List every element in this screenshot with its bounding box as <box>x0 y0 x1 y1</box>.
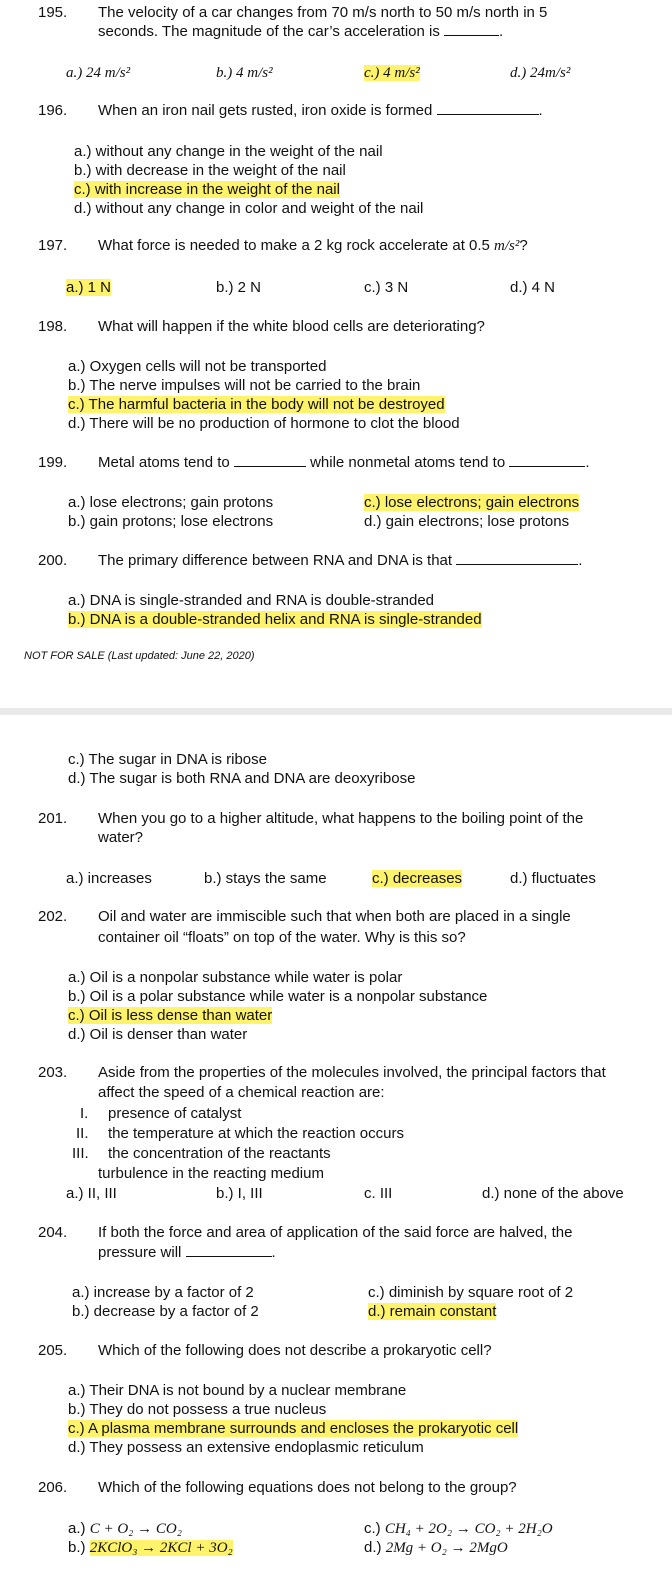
q195-number: 195. <box>38 4 68 21</box>
q202-option-b: b.) Oil is a polar substance while water is a nonpolar substance <box>68 988 488 1005</box>
q202-question-line2: container oil “floats” on top of the water. Why is this so? <box>98 929 466 946</box>
q206-question: Which of the following equations does not belong to the group? <box>98 1479 517 1496</box>
q203-factor-1: presence of catalyst <box>108 1105 242 1122</box>
q203-option-c: c. III <box>364 1185 393 1202</box>
q200-option-a: a.) DNA is single-stranded and RNA is double-stranded <box>68 592 435 609</box>
q206-number: 206. <box>38 1479 68 1496</box>
q202-number: 202. <box>38 908 68 925</box>
q200-question: The primary difference between RNA and DNA is that . <box>98 552 583 569</box>
q198-option-d: d.) There will be no production of hormone to clot the blood <box>68 415 460 432</box>
answer-blank <box>509 454 585 467</box>
q205-number: 205. <box>38 1342 68 1359</box>
q197-option-d: d.) 4 N <box>510 279 556 296</box>
q195-question-line2: seconds. The magnitude of the car’s acceleration is . <box>98 23 504 40</box>
q202-option-c: c.) Oil is less dense than water <box>68 1007 273 1024</box>
answer-blank <box>186 1244 272 1257</box>
q203-option-d: d.) none of the above <box>482 1185 624 1202</box>
q195-option-d: d.) 24m/s² <box>510 65 571 81</box>
q205-option-b: b.) They do not possess a true nucleus <box>68 1401 327 1418</box>
q203-number: 203. <box>38 1064 68 1081</box>
q197-question: What force is needed to make a 2 kg rock accelerate at 0.5 m/s²? <box>98 237 528 254</box>
q205-option-d: d.) They possess an extensive endoplasmic reticulum <box>68 1439 424 1456</box>
q199-question: Metal atoms tend to while nonmetal atoms tend to . <box>98 454 590 471</box>
q196-option-d: d.) without any change in color and weight of the nail <box>74 200 424 217</box>
page-divider <box>0 708 672 715</box>
q203-question-line2: affect the speed of a chemical reaction are: <box>98 1084 385 1101</box>
q202-question: Oil and water are immiscible such that when both are placed in a single <box>98 908 571 925</box>
q203-question: Aside from the properties of the molecules involved, the principal factors that <box>98 1064 606 1081</box>
q197-option-a: a.) 1 N <box>66 279 112 296</box>
q203-factor-3: the concentration of the reactants <box>108 1145 331 1162</box>
q199-number: 199. <box>38 454 68 471</box>
q201-question: When you go to a higher altitude, what happens to the boiling point of the <box>98 810 584 827</box>
q203-roman-3: III. <box>72 1145 89 1162</box>
q201-number: 201. <box>38 810 68 827</box>
q200-option-d: d.) The sugar is both RNA and DNA are deoxyribose <box>68 770 416 787</box>
answer-blank <box>456 552 578 565</box>
q201-question-line2: water? <box>98 829 144 846</box>
q204-option-d: d.) remain constant <box>368 1303 497 1320</box>
q196-question: When an iron nail gets rusted, iron oxide is formed . <box>98 102 543 119</box>
answer-blank <box>234 454 306 467</box>
q200-number: 200. <box>38 552 68 569</box>
q199-option-a: a.) lose electrons; gain protons <box>68 494 274 511</box>
q198-question: What will happen if the white blood cells are deteriorating? <box>98 318 485 335</box>
q203-roman-1: I. <box>80 1105 89 1122</box>
q204-option-c: c.) diminish by square root of 2 <box>368 1284 574 1301</box>
q203-option-b: b.) I, III <box>216 1185 263 1202</box>
q197-number: 197. <box>38 237 68 254</box>
q196-option-b: b.) with decrease in the weight of the nail <box>74 162 346 179</box>
q206-option-a: a.) C + O₂ → CO₂ <box>68 1520 182 1537</box>
q196-number: 196. <box>38 102 68 119</box>
q195-option-c: c.) 4 m/s² <box>364 65 420 81</box>
q203-roman-2: II. <box>76 1125 89 1142</box>
q203-option-a: a.) II, III <box>66 1185 117 1202</box>
q198-option-a: a.) Oxygen cells will not be transported <box>68 358 327 375</box>
answer-blank <box>444 23 499 36</box>
q204-number: 204. <box>38 1224 68 1241</box>
q198-number: 198. <box>38 318 68 335</box>
q199-option-c: c.) lose electrons; gain electrons <box>364 494 580 511</box>
q199-option-b: b.) gain protons; lose electrons <box>68 513 274 530</box>
q196-option-c: c.) with increase in the weight of the nail <box>74 181 340 198</box>
q195-option-a: a.) 24 m/s² <box>66 65 131 81</box>
q195-option-b: b.) 4 m/s² <box>216 65 273 81</box>
q196-option-a: a.) without any change in the weight of the nail <box>74 143 383 160</box>
q201-option-a: a.) increases <box>66 870 152 887</box>
q204-option-b: b.) decrease by a factor of 2 <box>72 1303 259 1320</box>
q197-option-c: c.) 3 N <box>364 279 409 296</box>
q200-option-b: b.) DNA is a double-stranded helix and RNA is single-stranded <box>68 611 482 628</box>
answer-blank <box>437 102 539 115</box>
q204-question-line2: pressure will . <box>98 1244 276 1261</box>
q199-option-d: d.) gain electrons; lose protons <box>364 513 570 530</box>
page-footer: NOT FOR SALE (Last updated: June 22, 2020) <box>24 650 255 662</box>
q203-factor-4: turbulence in the reacting medium <box>98 1165 324 1182</box>
q206-option-c: c.) CH₄ + 2O₂ → CO₂ + 2H₂O <box>364 1520 553 1537</box>
q197-option-b: b.) 2 N <box>216 279 262 296</box>
q206-option-d: d.) 2Mg + O₂ → 2MgO <box>364 1539 508 1556</box>
q195-question: The velocity of a car changes from 70 m/s north to 50 m/s north in 5 <box>98 4 548 21</box>
q200-option-c: c.) The sugar in DNA is ribose <box>68 751 267 768</box>
q201-option-d: d.) fluctuates <box>510 870 596 887</box>
q204-question: If both the force and area of application of the said force are halved, the <box>98 1224 573 1241</box>
q205-option-c: c.) A plasma membrane surrounds and encloses the prokaryotic cell <box>68 1420 519 1437</box>
q201-option-c: c.) decreases <box>372 870 463 887</box>
q203-factor-2: the temperature at which the reaction occurs <box>108 1125 404 1142</box>
q204-option-a: a.) increase by a factor of 2 <box>72 1284 254 1301</box>
q202-option-a: a.) Oil is a nonpolar substance while water is polar <box>68 969 403 986</box>
q202-option-d: d.) Oil is denser than water <box>68 1026 248 1043</box>
q206-option-b: b.) 2KClO₃ → 2KCl + 3O₂ <box>68 1539 233 1556</box>
q198-option-c: c.) The harmful bacteria in the body will not be destroyed <box>68 396 445 413</box>
q198-option-b: b.) The nerve impulses will not be carried to the brain <box>68 377 421 394</box>
q201-option-b: b.) stays the same <box>204 870 327 887</box>
q205-question: Which of the following does not describe a prokaryotic cell? <box>98 1342 492 1359</box>
q205-option-a: a.) Their DNA is not bound by a nuclear membrane <box>68 1382 407 1399</box>
